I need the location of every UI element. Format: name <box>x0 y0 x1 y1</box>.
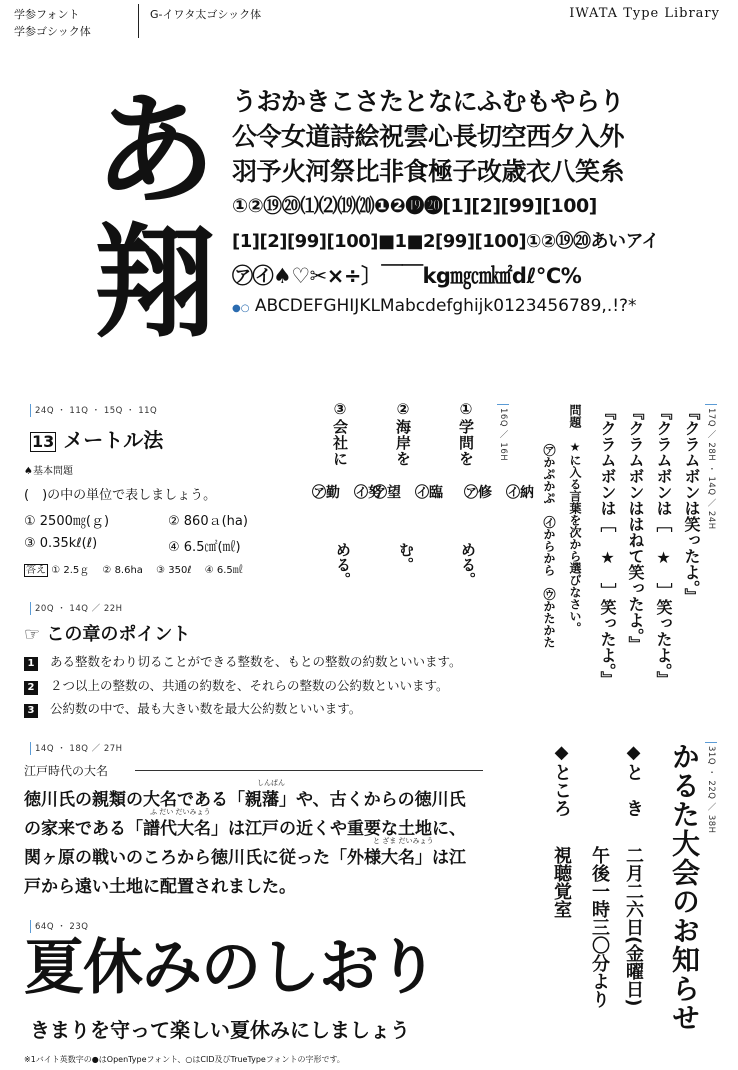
karuta-where-label: ◆ところ <box>551 742 572 817</box>
answer-2: ② 8.6ha <box>102 565 143 576</box>
big-glyph-sho: 翔 <box>94 212 212 354</box>
vocab-col-1-end: める。 <box>459 542 477 587</box>
vocab-col-1-opts: ㋐修 ㋑納 <box>464 485 534 501</box>
kuramubon-options: ㋐かぷかぷ ㋑からから ㋒かたかた <box>542 444 556 648</box>
vocab-col-3-opts: ㋐勤 ㋑努 <box>312 485 382 501</box>
point-item-3: 3 公約数の中で、最も大きい数を最大公約数といいます。 <box>24 699 361 718</box>
karuta-where: 視聴覚室 <box>551 846 572 918</box>
sample-row-1: うおかきこさたとなにふむもやらり <box>232 87 625 116</box>
kuramubon-line-4: 『クラムボンは［ ★ ］笑ったよ。』 <box>598 404 617 687</box>
ruby-tozama: と ざま だいみょう <box>373 837 434 845</box>
metric-question: ( )の中の単位で表しましょう。 <box>24 488 217 503</box>
vocab-col-2-end: む。 <box>397 542 415 572</box>
metric-spec: 24Q ・ 11Q ・ 15Q ・ 11Q <box>30 404 157 417</box>
answer-label: 答え <box>26 565 46 576</box>
footnote: ※1バイト英数字の●はOpenTypeフォント、○はCID及びTrueTypeフォントの字形です。 <box>24 1055 345 1064</box>
karuta-title: かるた大会のお知らせ <box>668 742 701 1032</box>
glyph-marker-icons: ●○ <box>232 303 250 314</box>
history-line-4: 戸から遠い土地に配置されました。 <box>24 877 296 897</box>
kuramubon-line-2: 『クラムボンは［ ★ ］笑ったよ。』 <box>654 404 673 687</box>
history-line-2: の家来である「譜代大名」は江戸の近くや重要な土地に、 <box>24 819 466 839</box>
vocab-col-2: ②海岸を <box>394 400 412 467</box>
metric-q2: ② 860ａ(ha) <box>168 514 248 529</box>
kuramubon-spec: 17Q ／ 28H ・ 14Q ／ 24H <box>705 404 717 530</box>
ruby-shinpan: しんぱん <box>257 779 285 787</box>
answer-3: ③ 350ℓ <box>156 565 192 576</box>
header-category: 学参フォント <box>14 8 80 21</box>
summer-subtitle: きまりを守って楽しい夏休みにしましょう <box>30 1018 410 1042</box>
kuramubon-line-3: 『クラムボンははねて笑ったよ。』 <box>626 404 645 652</box>
metric-q1: ① 2500㎎(ｇ) <box>24 514 110 529</box>
summer-spec: 64Q ・ 23Q <box>30 920 88 933</box>
sample-row-3: 羽予火河祭比非食極子改歳衣八笑糸 <box>232 157 625 186</box>
metric-sub: ♠基本問題 <box>24 466 73 477</box>
history-spec: 14Q ・ 18Q ／ 27H <box>30 742 123 755</box>
vocab-col-2-opts: ㋐望 ㋑臨 <box>373 485 443 501</box>
karuta-spec: 31Q ・ 22Q ／ 38H <box>705 742 717 834</box>
kuramubon-line-1: 『クラムボンは笑ったよ。』 <box>682 404 701 604</box>
point-item-1: 1 ある整数をわり切ることができる整数を、もとの整数の約数といいます。 <box>24 652 462 671</box>
point-spec: 20Q ・ 14Q ／ 22H <box>30 602 123 615</box>
history-line-3: 関ヶ原の戦いのころから徳川氏に従った「外様大名」は江 <box>24 848 466 868</box>
vocab-col-3-end: める。 <box>334 542 352 587</box>
metric-q4: ④ 6.5㎠(㎖) <box>168 540 241 555</box>
kuramubon-question: 問題 ★に入る言葉を次から選びなさい。 <box>568 404 582 634</box>
header-divider <box>138 4 139 38</box>
answer-4: ④ 6.5㎖ <box>204 565 243 576</box>
unit-number: 13 <box>32 432 55 451</box>
metric-answers <box>24 561 243 576</box>
karuta-when-label: ◆と き <box>623 742 644 817</box>
alphanumeric-row <box>232 296 637 316</box>
sample-row-5: [1][2][99][100]■1■2[99][100]①②⑲⑳あいアイ <box>232 231 659 252</box>
metric-heading <box>30 424 163 453</box>
brand: IWATA Type Library <box>569 6 720 21</box>
font-name: G-イワタ太ゴシック体 <box>150 8 262 21</box>
point-num-2: 2 <box>24 681 38 695</box>
big-glyph-a: あ <box>94 80 212 222</box>
header-subcategory: 学参ゴシック体 <box>14 25 91 38</box>
point-title: ☞ この章のポイント <box>24 624 191 645</box>
point-num-1: 1 <box>24 657 38 671</box>
answer-1: ① 2.5ｇ <box>51 565 90 576</box>
karuta-when-date: 二月二六日(金曜日) <box>623 846 644 1007</box>
ruby-fudai: ふ だい だいみょう <box>150 808 211 816</box>
vocab-col-1: ①学問を <box>457 400 475 467</box>
vocab-col-3: ③会社に <box>331 400 349 467</box>
history-title: 江戸時代の大名 <box>24 764 109 778</box>
sample-row-2: 公令女道詩絵祝雲心長切空西夕入外 <box>232 122 625 151</box>
history-rule <box>135 770 483 771</box>
sample-row-6: ㋐㋑♠♡✂×÷〕￣￣kg㎎㎝㎢dℓ℃% <box>232 264 582 288</box>
point-num-3: 3 <box>24 704 38 718</box>
karuta-when-time: 午後一時三〇分より <box>589 846 610 1008</box>
history-line-1: 徳川氏の親類の大名である「親藩」や、古くからの徳川氏 <box>24 790 466 810</box>
metric-title: メートル法 <box>63 428 164 452</box>
vocab-spec: 16Q ／ 16H <box>497 404 509 461</box>
point-item-2: 2 ２つ以上の整数の、共通の約数を、それらの整数の公約数といいます。 <box>24 676 449 695</box>
alphanumeric-sample: ABCDEFGHIJKLMabcdefghijk0123456789,.!?* <box>254 296 637 316</box>
metric-q3: ③ 0.35kℓ(ℓ) <box>24 536 98 551</box>
summer-title: 夏休みのしおり <box>24 933 437 1003</box>
header-left <box>14 6 91 40</box>
sample-row-4: ①②⑲⑳⑴⑵⒆⒇❶❷⓳⓴[1][2][99][100] <box>232 195 597 217</box>
